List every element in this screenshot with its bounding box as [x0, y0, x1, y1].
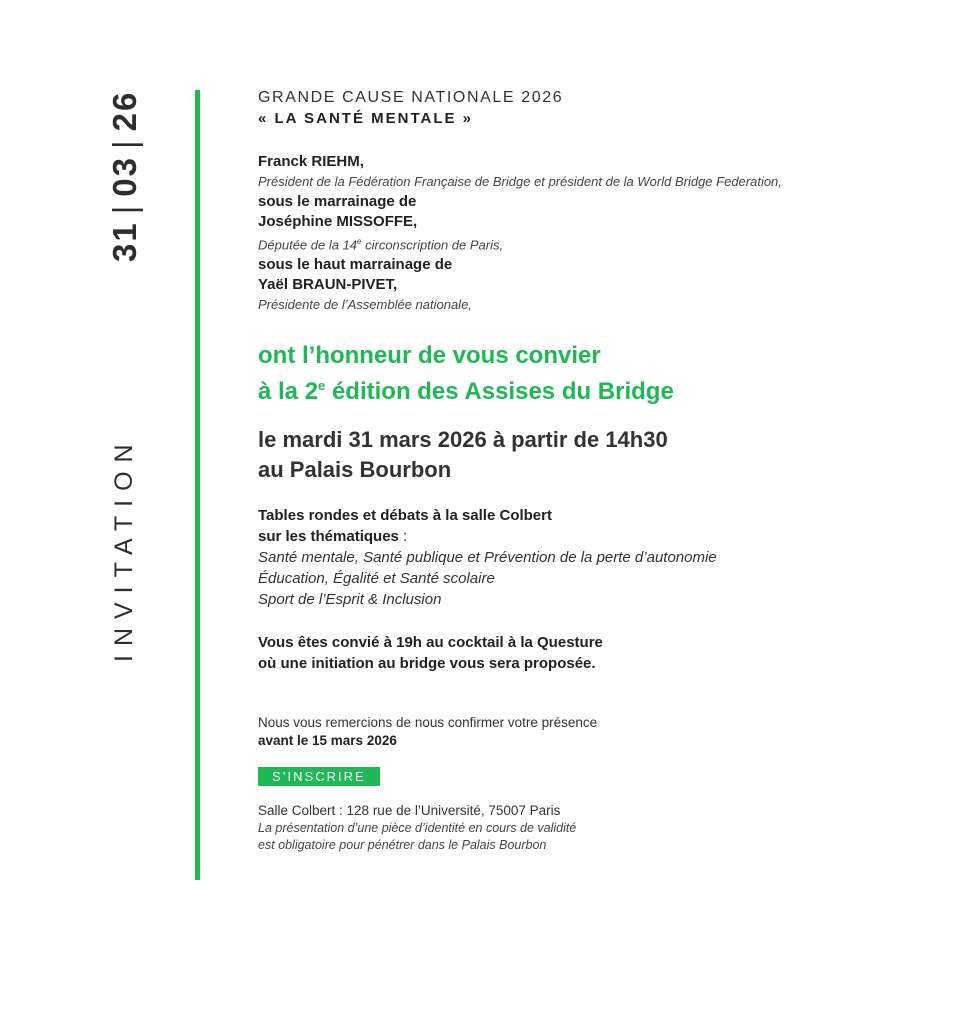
host-name-1: Franck RIEHM,: [258, 153, 364, 170]
rsvp-text: Nous vous remercions de nous confirmer votre présence: [258, 715, 598, 731]
green-divider: [195, 90, 200, 880]
host-name-3: Yaël BRAUN-PIVET,: [258, 276, 398, 294]
cocktail-line-1: Vous êtes convié à 19h au cocktail à la Questure: [258, 634, 603, 652]
rsvp-deadline: avant le 15 mars 2026: [258, 733, 397, 749]
event-location: au Palais Bourbon: [258, 457, 452, 483]
date-month: 03: [106, 155, 143, 197]
register-button[interactable]: S’INSCRIRE: [258, 767, 380, 786]
invite-line-2: à la 2e édition des Assises du Bridge: [258, 378, 674, 406]
date-separator: |: [106, 138, 143, 149]
cause-title: GRANDE CAUSE NATIONALE 2026: [258, 89, 564, 106]
invitation-body: [258, 88, 938, 854]
program-line-1: Tables rondes et débats à la salle Colbert: [258, 507, 552, 525]
theme-item: Santé mentale, Santé publique et Prévention de la perte d’autonomie: [258, 549, 717, 567]
theme-item: Sport de l’Esprit & Inclusion: [258, 591, 442, 609]
program-line-2: sur les thématiques :: [258, 528, 408, 546]
host-role-1: Président de la Fédération Française de Bridge et président de la World Bridge Federation,: [258, 174, 782, 189]
invitation-label: INVITATION: [110, 435, 138, 662]
theme-title: « LA SANTÉ MENTALE »: [258, 110, 474, 127]
host-role-2: Députée de la 14e circonscription de Paris,: [258, 237, 504, 253]
sponsor-link-2: sous le haut marrainage de: [258, 256, 453, 274]
event-date-vertical: [106, 91, 144, 262]
host-role-3: Présidente de l’Assemblée nationale,: [258, 297, 472, 313]
date-day: 31: [106, 221, 143, 262]
event-datetime: le mardi 31 mars 2026 à partir de 14h30: [258, 427, 668, 453]
venue-address: Salle Colbert : 128 rue de l’Université, 75007 Paris: [258, 803, 561, 819]
date-year: 26: [106, 90, 143, 132]
invite-line-1: ont l’honneur de vous convier: [258, 342, 601, 370]
date-separator: |: [106, 203, 143, 215]
sponsor-link-1: sous le marrainage de: [258, 193, 417, 210]
id-note-2: est obligatoire pour pénétrer dans le Palais Bourbon: [258, 838, 547, 853]
cocktail-line-2: où une initiation au bridge vous sera proposée.: [258, 655, 596, 673]
id-note-1: La présentation d’une pièce d’identité en cours de validité: [258, 821, 577, 836]
theme-item: Éducation, Égalité et Santé scolaire: [258, 570, 495, 588]
host-name-2: Joséphine MISSOFFE,: [258, 213, 418, 230]
